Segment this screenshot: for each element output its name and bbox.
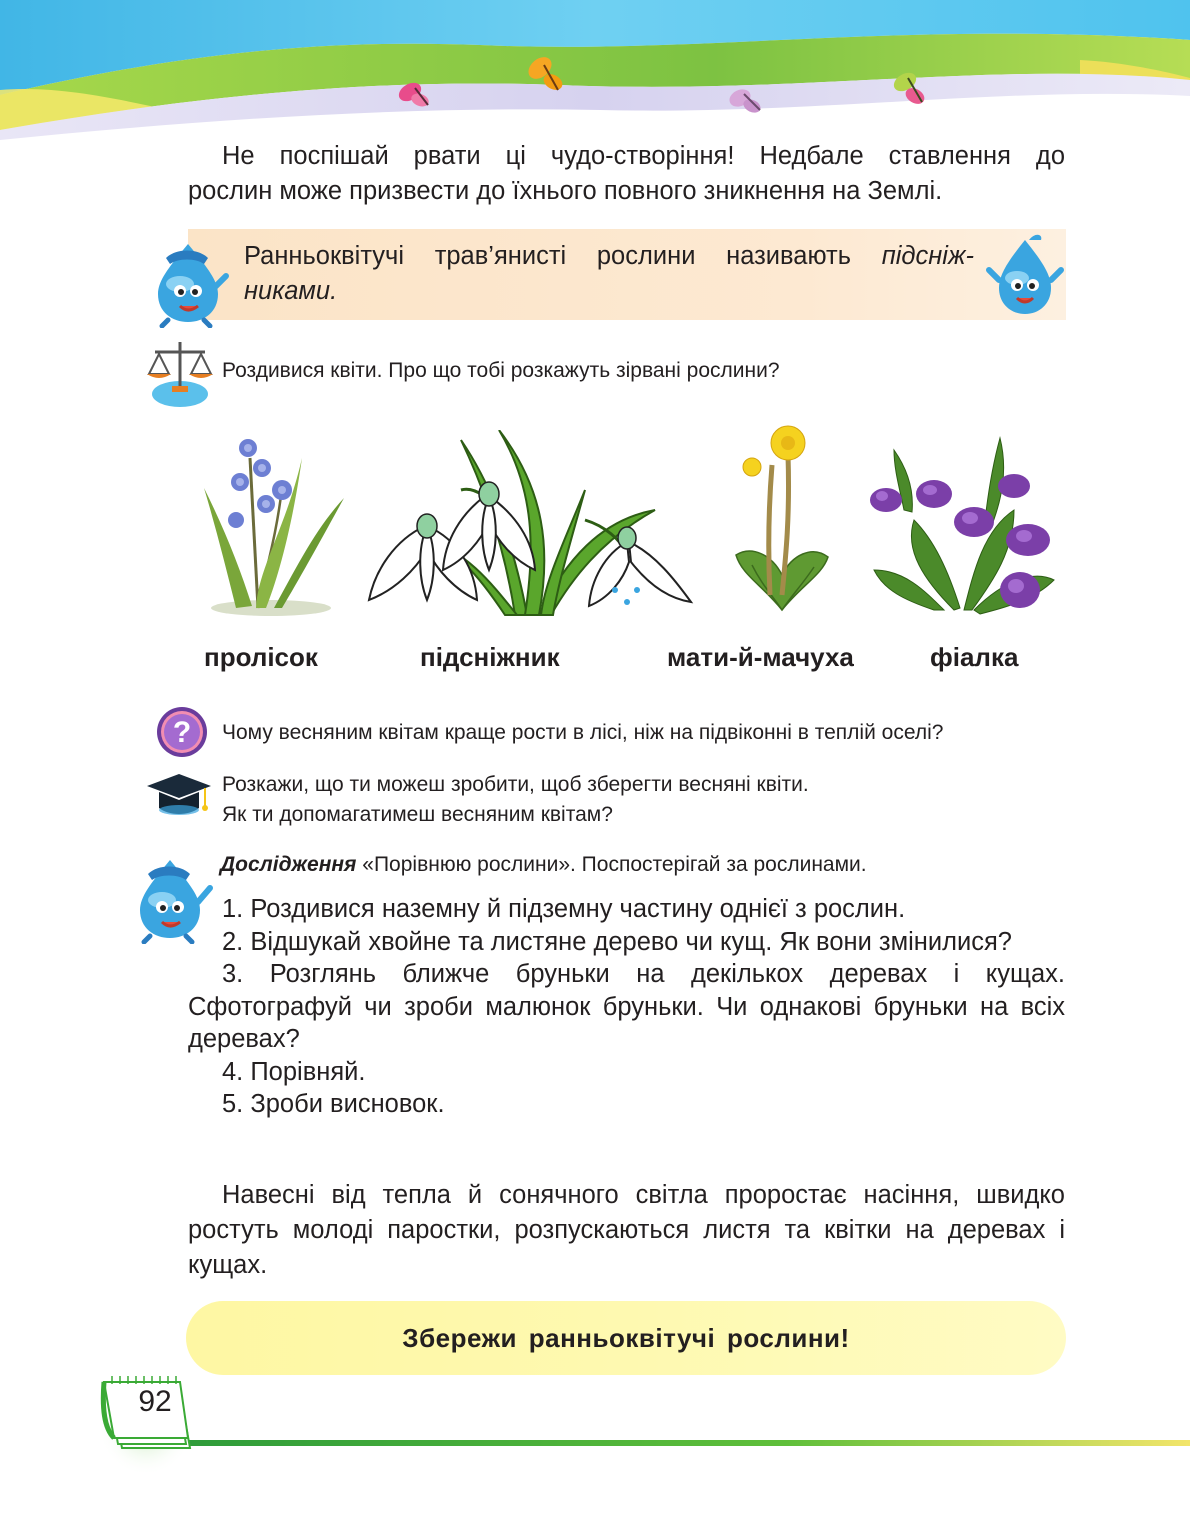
research-step: 3. Розглянь ближче бруньки на декількох деревах і кущах. Сфотографуй чи зроби малюнок бруньки. Чи однакові бруньки на всіх деревах? xyxy=(188,960,1065,1053)
call-to-action-text: Збережи ранньоквітучі рослини! xyxy=(402,1322,850,1353)
definition-text xyxy=(244,239,974,309)
research-title xyxy=(220,850,867,880)
scilla-flower-image xyxy=(196,428,346,618)
header-decoration xyxy=(0,0,1190,140)
flower-label-coltsfoot: мати-й-мачуха xyxy=(667,642,854,672)
page-number: 92 xyxy=(138,1385,172,1418)
question-icon xyxy=(155,705,209,759)
violet-flower-image xyxy=(864,430,1060,622)
research-title-rest: «Порівнюю рослини». Поспостерігай за рослинами. xyxy=(356,853,867,876)
snowdrop-flower-image xyxy=(365,430,697,620)
svg-text:?: ? xyxy=(172,716,192,749)
droplet-mascot-icon xyxy=(148,236,230,328)
page-number-badge-icon xyxy=(98,1368,1190,1478)
definition-term-part2: никами. xyxy=(244,277,338,305)
intro-line-1: Не поспішай рвати ці чудо-створіння! Недбале ставлення до xyxy=(222,142,1065,170)
conclusion-text: Навесні від тепла й сонячного світла проростає насіння, швидко ростуть молоді паростки, розпускаються листя та квітки на деревах і кущах. xyxy=(188,1181,1065,1279)
intro-paragraph xyxy=(188,139,1065,209)
research-steps xyxy=(188,893,1065,1121)
research-step: 4. Порівняй. xyxy=(222,1057,366,1086)
coltsfoot-flower-image xyxy=(732,425,832,620)
intro-line-2: рослин може призвести до їхнього повного зникнення на Землі. xyxy=(188,177,943,205)
discuss-line-1: Розкажи, що ти можеш зробити, щоб зберегти весняні квіти. xyxy=(222,773,809,796)
task-look-text: Роздивися квіти. Про що тобі розкажуть зірвані рослини? xyxy=(222,359,780,382)
droplet-mascot-right-icon xyxy=(985,230,1065,320)
definition-plain: Ранньоквітучі трав’янисті рослини називають xyxy=(244,242,882,270)
question-text: Чому весняним квітам краще рости в лісі, ніж на підвіконні в теплій оселі? xyxy=(222,721,944,744)
flower-label-violet: фіалка xyxy=(930,642,1019,672)
discuss-text xyxy=(222,770,809,830)
discuss-line-2: Як ти допомагатимеш весняним квітам? xyxy=(222,803,613,826)
flower-label-scilla: пролісок xyxy=(204,642,318,672)
call-to-action-box xyxy=(186,1301,1066,1375)
scales-icon xyxy=(145,336,215,408)
definition-term-part1: підсніж- xyxy=(881,242,974,270)
research-step: 1. Роздивися наземну й підземну частину однієї з рослин. xyxy=(222,895,906,923)
research-title-bold: Дослідження xyxy=(220,853,357,876)
research-step: 5. Зроби висновок. xyxy=(222,1090,445,1118)
graduation-cap-icon xyxy=(143,770,213,820)
conclusion-paragraph xyxy=(188,1178,1065,1283)
research-step: 2. Відшукай хвойне та листяне дерево чи кущ. Як вони змінилися? xyxy=(222,927,1012,956)
flower-label-snowdrop: підсніжник xyxy=(420,642,560,672)
